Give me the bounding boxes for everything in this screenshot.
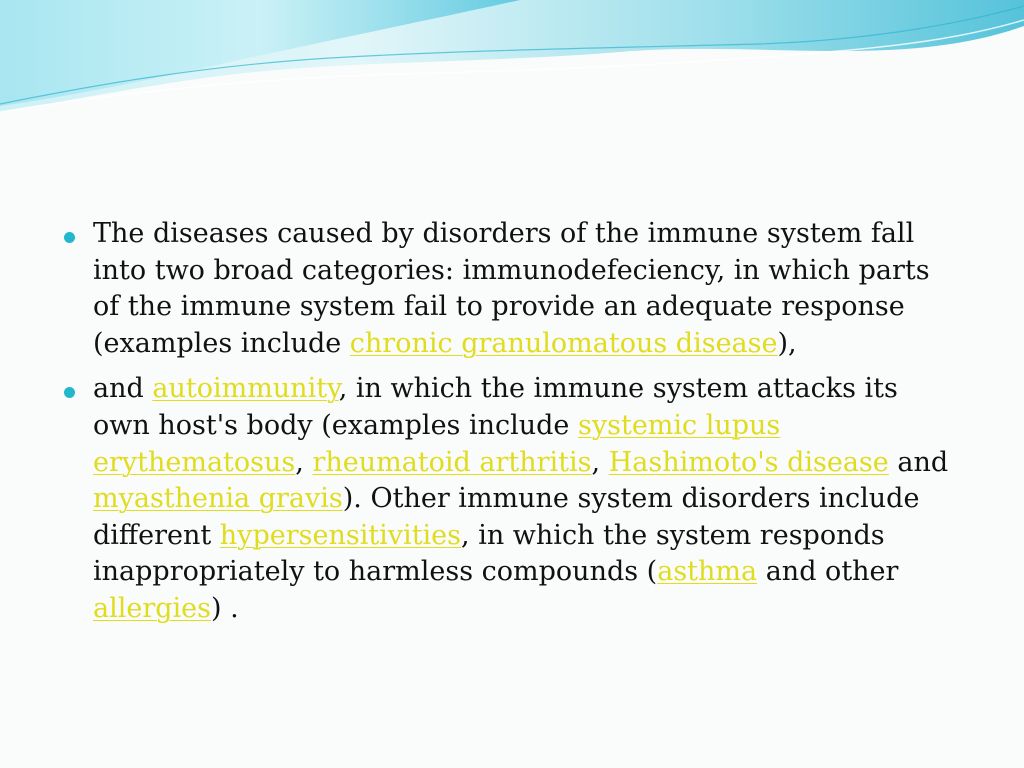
link-autoimmunity[interactable]: autoimmunity — [152, 373, 339, 405]
bullet-item-2 — [62, 371, 962, 627]
bullet-list — [62, 216, 962, 628]
slide-content — [62, 216, 962, 637]
bullet-text: and other — [757, 556, 899, 588]
bullet-dot-icon — [64, 387, 75, 398]
link-chronic-granulomatous-disease[interactable]: chronic granulomatous disease — [349, 327, 778, 359]
bullet-text: and — [888, 446, 949, 478]
bullet-item-1 — [62, 216, 962, 362]
link-hashimotos-disease[interactable]: Hashimoto's disease — [608, 446, 889, 478]
link-systemic-lupus-erythematosus[interactable]: systemic lupus erythematosus — [93, 409, 781, 478]
link-myasthenia-gravis[interactable]: myasthenia gravis — [93, 483, 343, 515]
link-rheumatoid-arthritis[interactable]: rheumatoid arthritis — [312, 446, 592, 478]
bullet-text: ). Other immune system disorders include different — [93, 483, 920, 551]
bullet-text: and — [93, 373, 153, 405]
link-allergies[interactable]: allergies — [93, 592, 212, 624]
bullet-text: , in which the immune system attacks its own host's body (examples include — [93, 373, 898, 441]
wave-header-decoration — [0, 0, 1024, 130]
bullet-text: ) . — [211, 592, 239, 624]
link-hypersensitivities[interactable]: hypersensitivities — [219, 519, 462, 551]
bullet-text: , — [295, 446, 313, 478]
bullet-text: , in which the system responds inappropriately to harmless compounds ( — [93, 519, 885, 588]
link-asthma[interactable]: asthma — [657, 556, 758, 588]
bullet-text: ), — [777, 327, 797, 359]
bullet-dot-icon — [64, 232, 75, 243]
bullet-text: The diseases caused by disorders of the immune system fall into two broad categories: immunodefeciency, in which parts of the immune system fail to provide an adequate response (examples include — [93, 218, 930, 359]
bullet-text: , — [591, 446, 609, 478]
